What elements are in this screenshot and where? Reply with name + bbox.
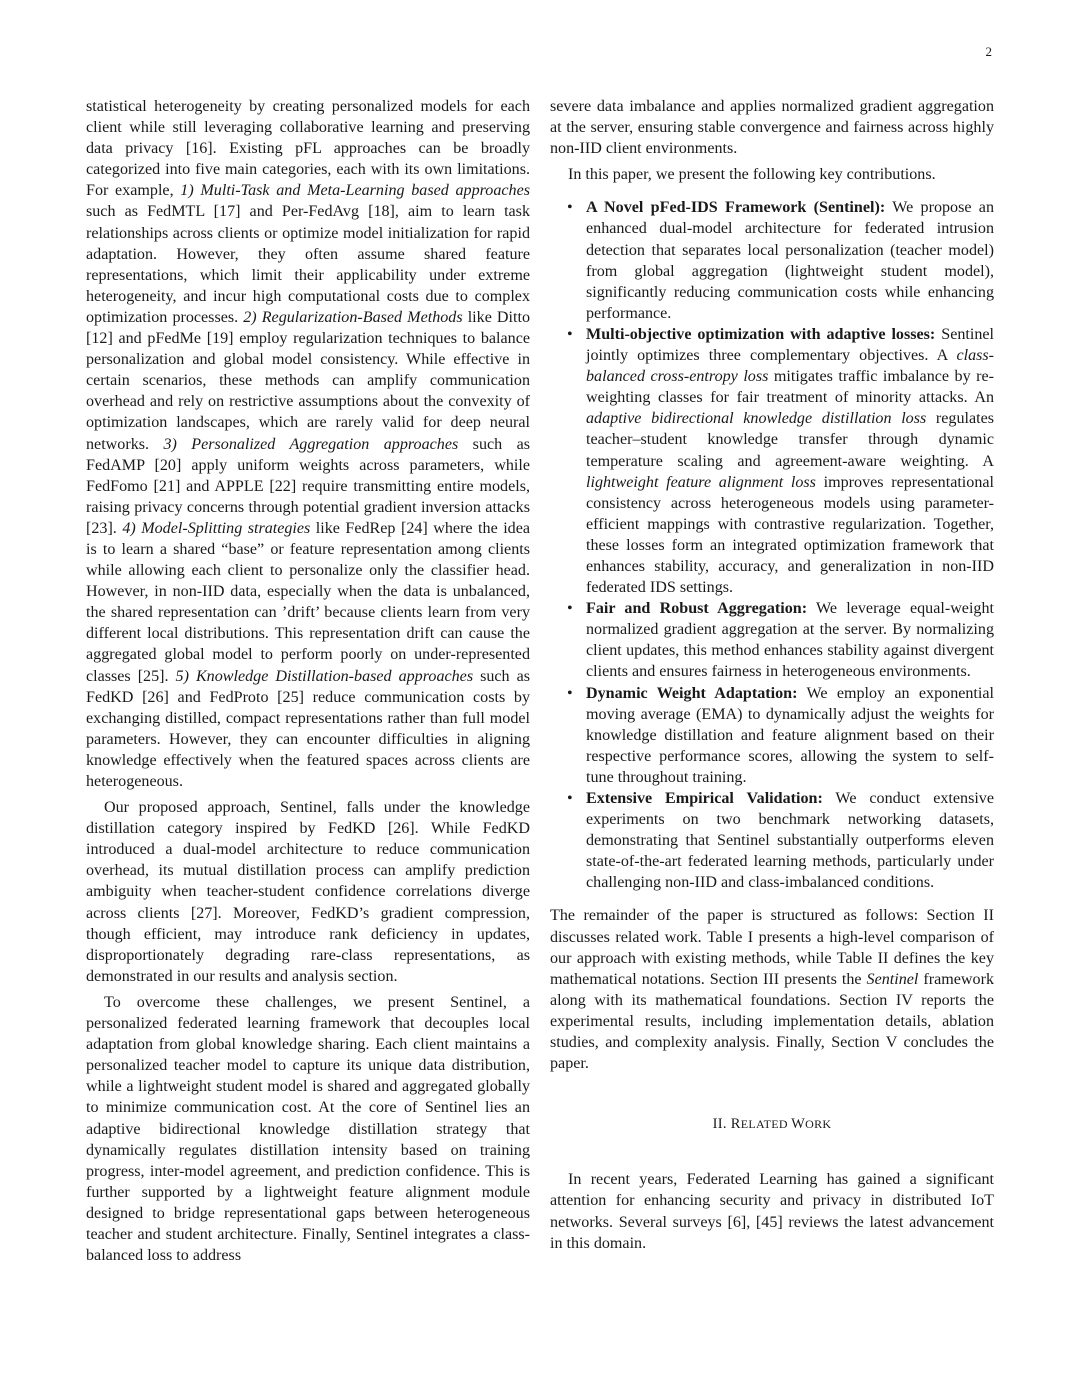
list-item: • Multi-objective optimization with adaptive losses: Sentinel jointly optimizes three complementary objectives. A class-balanced cross-entropy loss mitigates traffic imbalance by re-weighting classes for fair treatment of minority attacks. An adaptive bidirectional knowledge distillation loss regulates teacher–student knowledge transfer through dynamic temperature scaling and agreement-aware weighting. A lightweight feature alignment loss improves representational consistency across heterogeneous models using parameter-efficient mappings with contrastive regularization. Together, these losses form an integrated optimization framework that enhances stability, accuracy, and generalization in non-IID federated IDS settings. [567, 325, 994, 597]
contributions-list [550, 197, 994, 893]
list-item: • Dynamic Weight Adaptation: We employ an exponential moving average (EMA) to dynamically adjust the weights for knowledge distillation and feature alignment based on their respective performance scores, allowing the system to self-tune throughout training. [567, 684, 994, 786]
bullet-icon: • [567, 600, 573, 618]
bullet-icon: • [567, 325, 573, 343]
right-paragraph-structure: The remainder of the paper is structured as follows: Section II discusses related work. Table I presents a high-level comparison of our approach with existing methods, while Table II defines the key mathematical notations. Section III presents the Sentinel framework along with its mathematical foundations. Section IV reports the experimental results, including implementation details, ablation studies, and complexity analysis. Finally, Section V concludes the paper. [550, 907, 995, 1073]
left-paragraph-2: Our proposed approach, Sentinel, falls under the knowledge distillation category inspired by FedKD [26]. While FedKD introduced a dual-model architecture to reduce communication overhead, its mutual distillation process can amplify prediction ambiguity when teacher-student confidence correlations diverge across clients [27]. Moreover, FedKD’s gradient compression, though efficient, may introduce rank deficiency in updates, disproportionately degrading rare-class representations, as demonstrated in our results and analysis section. [86, 799, 530, 985]
bullet-icon: • [567, 199, 573, 217]
list-item: • A Novel pFed-IDS Framework (Sentinel): We propose an enhanced dual-model architecture for federated intrusion detection that separates local personalization (teacher model) from global aggregation (lightweight student model), significantly reducing communication costs while enhancing performance. [567, 199, 994, 322]
bullet-icon: • [567, 790, 573, 807]
right-paragraph-1: severe data imbalance and applies normalized gradient aggregation at the server, ensuring stable convergence and fairness across highly non-IID client environments. [550, 98, 994, 158]
section-heading: II. RELATED WORK [712, 1116, 832, 1133]
bullet-icon: • [567, 684, 573, 702]
right-column [550, 96, 994, 1254]
right-paragraph-related-work: In recent years, Federated Learning has gained a significant attention for enhancing security and privacy in distributed IoT networks. Several surveys [6], [45] reviews the latest advancement in this domain. [550, 1171, 994, 1252]
list-item: • Extensive Empirical Validation: We conduct extensive experiments on two benchmark networking datasets, demonstrating that Sentinel substantially outperforms eleven state-of-the-art federated learning methods, particularly under challenging non-IID and class-imbalanced conditions. [567, 790, 994, 892]
page-number: 2 [985, 44, 992, 59]
list-item: • Fair and Robust Aggregation: We leverage equal-weight normalized gradient aggregation at the server. By normalizing client updates, this method enhances stability against divergent clients and ensures fairness in heterogeneous environments. [567, 600, 994, 681]
contributions-intro: In this paper, we present the following key contributions. [568, 166, 936, 184]
left-column [86, 96, 530, 1266]
left-paragraph-1: statistical heterogeneity by creating personalized models for each client while still leveraging collaborative learning and preserving data privacy [16]. Existing pFL approaches can be broadly categorized into five main categories, each with its own limitations. For example, 1) Multi-Task and Meta-Learning based approaches such as FedMTL [17] and Per-FedAvg [18], aim to learn task relationships across clients or optimize model initialization for rapid adaptation. However, they often assume shared feature representations, which limit their applicability under extreme heterogeneity, and incur high computational costs due to complex optimization processes. 2) Regularization-Based Methods like Ditto [12] and pFedMe [19] employ regularization techniques to balance personalization and global model consistency. While effective in certain scenarios, these methods can amplify communication overhead and rely on restrictive assumptions about the convexity of optimization landscapes, which are rarely valid for deep neural networks. 3) Personalized Aggregation approaches such as FedAMP [20] apply uniform weights across parameters, while FedFomo [21] and APPLE [22] require transmitting entire models, raising privacy concerns through potential gradient inversion attacks [23]. 4) Model-Splitting strategies like FedRep [24] where the idea is to learn a shared “base” or feature representation among clients while allowing each client to personalize only the classifier head. However, in non-IID data, especially when the data is unbalanced, the shared representation can ’drift’ because clients learn from very different local distributions. This representation drift can cause the aggregated global model to perform poorly on under-represented classes [25]. 5) Knowledge Distillation-based approaches such as FedKD [26] and FedProto [25] reduce communication costs by exchanging distilled, compact representations rather than full model parameters. However, they can encounter difficulties in aligning knowledge effectively when the featured spaces across clients are heterogeneous. [86, 98, 531, 790]
left-paragraph-3: To overcome these challenges, we present Sentinel, a personalized federated learning framework that decouples local adaptation from global knowledge sharing. Each client maintains a personalized teacher model to capture its unique data distribution, while a lightweight student model is shared and aggregated globally to minimize communication cost. At the core of Sentinel lies an adaptive bidirectional knowledge distillation strategy that dynamically regulates distillation intensity based on training progress, inter-model agreement, and prediction confidence. This is further supported by a lightweight feature alignment module designed to bridge representational gaps between heterogeneous teacher and student architecture. Finally, Sentinel integrates a class-balanced loss to address [86, 993, 530, 1265]
